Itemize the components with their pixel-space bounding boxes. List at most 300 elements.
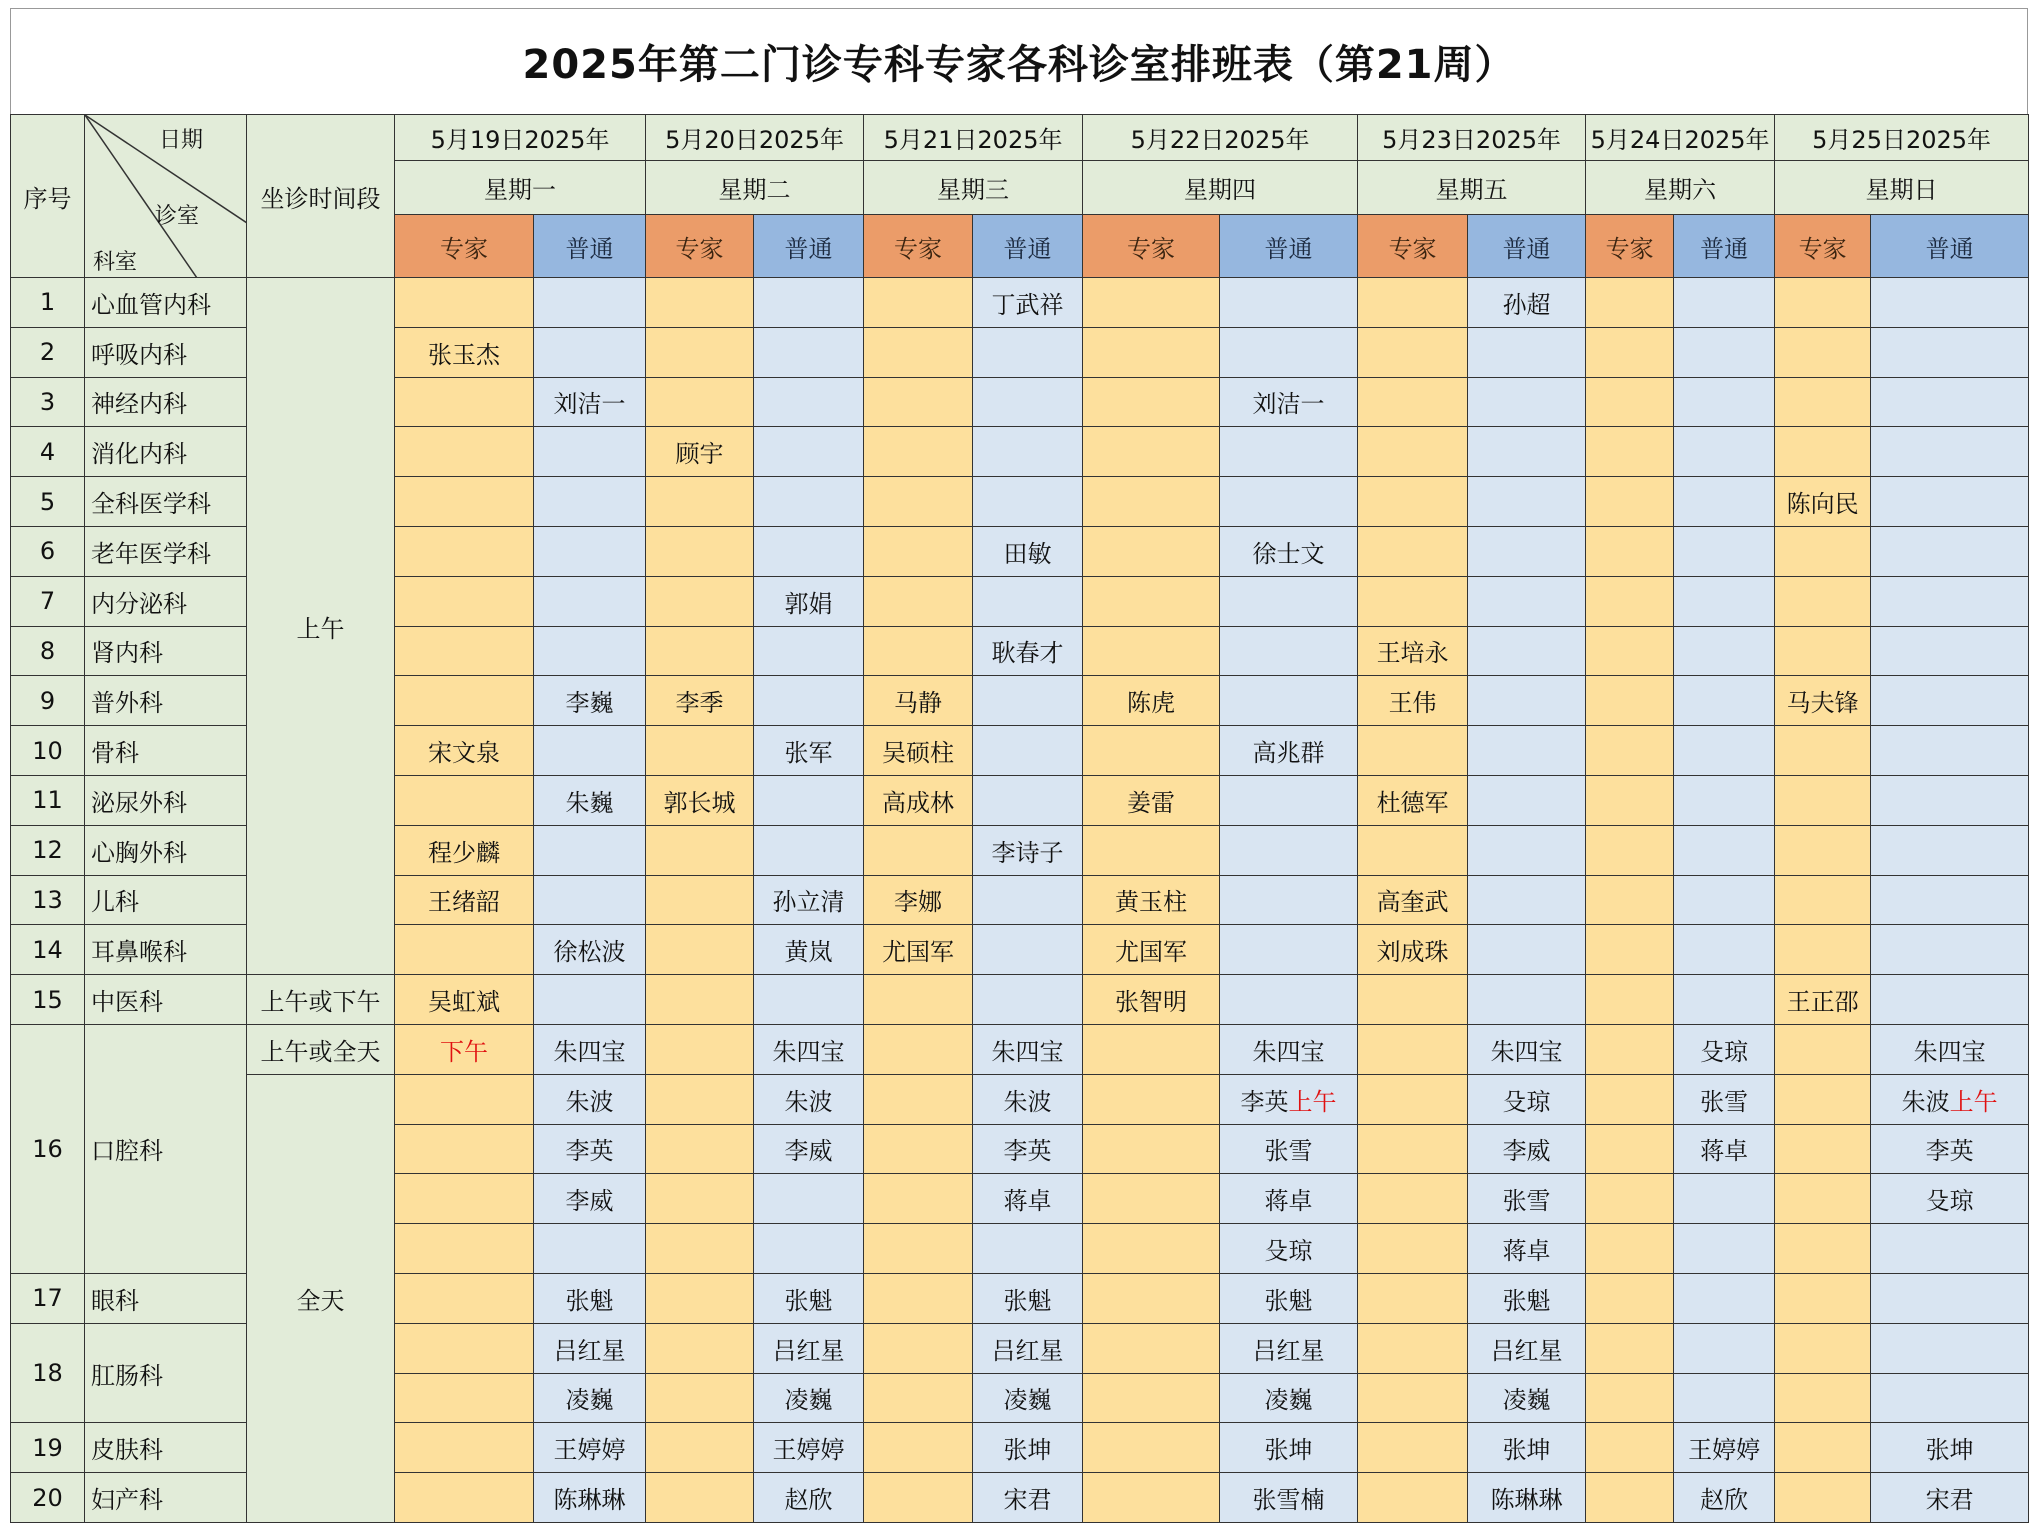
general-cell bbox=[973, 1373, 1083, 1423]
expert-cell bbox=[1775, 1074, 1871, 1124]
expert-cell bbox=[1775, 327, 1871, 377]
expert-cell bbox=[395, 975, 534, 1025]
expert-cell bbox=[864, 975, 973, 1025]
expert-cell bbox=[1586, 875, 1674, 925]
expert-cell bbox=[395, 726, 534, 776]
doctor-name: 陈向民 bbox=[1786, 490, 1859, 519]
doctor-name: 李英 bbox=[1003, 1137, 1052, 1166]
corner-date-label: 日期 bbox=[159, 128, 204, 153]
doctor-name: 赵欣 bbox=[784, 1486, 833, 1515]
header-expert: 专家 bbox=[864, 215, 973, 278]
general-cell bbox=[1468, 626, 1586, 676]
general-cell bbox=[1871, 1124, 2029, 1174]
general-cell bbox=[1674, 825, 1775, 875]
doctor-name: 朱四宝 bbox=[1913, 1037, 1986, 1066]
expert-cell bbox=[1083, 576, 1220, 626]
doctor-name: 高成林 bbox=[882, 788, 955, 817]
doctor-name: 朱四宝 bbox=[1490, 1037, 1563, 1066]
row-seq: 13 bbox=[11, 875, 85, 925]
general-cell bbox=[1220, 1373, 1358, 1423]
expert-cell bbox=[1358, 1423, 1468, 1473]
doctor-name: 丁武祥 bbox=[991, 290, 1064, 319]
table-row bbox=[11, 1074, 2029, 1124]
header-general: 普通 bbox=[973, 215, 1083, 278]
doctor-name: 朱四宝 bbox=[991, 1037, 1064, 1066]
general-cell bbox=[973, 1024, 1083, 1074]
general-cell bbox=[973, 1423, 1083, 1473]
general-cell bbox=[1468, 975, 1586, 1025]
expert-cell bbox=[1586, 1074, 1674, 1124]
doctor-name: 马静 bbox=[894, 689, 943, 718]
expert-cell bbox=[1083, 1373, 1220, 1423]
expert-cell bbox=[395, 1473, 534, 1523]
expert-cell bbox=[1586, 1224, 1674, 1274]
expert-cell bbox=[864, 278, 973, 328]
expert-cell bbox=[864, 1423, 973, 1473]
doctor-name: 蒋卓 bbox=[1700, 1137, 1749, 1166]
general-cell bbox=[1468, 825, 1586, 875]
row-seq: 6 bbox=[11, 526, 85, 576]
general-cell bbox=[1674, 1024, 1775, 1074]
expert-cell bbox=[1358, 676, 1468, 726]
general-cell bbox=[534, 825, 646, 875]
general-cell bbox=[1220, 775, 1358, 825]
doctor-name: 吕红星 bbox=[1490, 1336, 1563, 1365]
header-period: 坐诊时间段 bbox=[247, 115, 395, 278]
doctor-name: 尤国军 bbox=[1115, 938, 1188, 967]
doctor-name: 孙立清 bbox=[772, 888, 845, 917]
expert-cell bbox=[1775, 576, 1871, 626]
general-cell bbox=[1871, 1323, 2029, 1373]
general-cell bbox=[973, 676, 1083, 726]
general-cell bbox=[1674, 427, 1775, 477]
general-cell bbox=[1871, 626, 2029, 676]
expert-cell bbox=[395, 1224, 534, 1274]
page-title: 2025年第二门诊专科专家各科诊室排班表（第21周） bbox=[10, 8, 2028, 114]
general-cell bbox=[1468, 775, 1586, 825]
general-cell bbox=[1468, 477, 1586, 527]
general-cell bbox=[754, 825, 864, 875]
general-cell bbox=[534, 1273, 646, 1323]
expert-cell bbox=[1586, 1373, 1674, 1423]
general-cell bbox=[754, 278, 864, 328]
row-seq: 3 bbox=[11, 377, 85, 427]
expert-cell bbox=[646, 825, 754, 875]
general-cell bbox=[973, 526, 1083, 576]
expert-cell bbox=[1775, 526, 1871, 576]
row-dept: 口腔科 bbox=[85, 1024, 247, 1273]
row-seq: 5 bbox=[11, 477, 85, 527]
general-cell bbox=[1468, 1024, 1586, 1074]
general-cell bbox=[1674, 875, 1775, 925]
general-cell bbox=[973, 278, 1083, 328]
expert-cell bbox=[646, 975, 754, 1025]
general-cell bbox=[754, 477, 864, 527]
general-cell bbox=[1468, 875, 1586, 925]
general-cell bbox=[1871, 377, 2029, 427]
expert-cell bbox=[1586, 775, 1674, 825]
doctor-name: 张玉杰 bbox=[428, 340, 500, 369]
row-dept: 心胸外科 bbox=[85, 825, 247, 875]
general-cell bbox=[973, 825, 1083, 875]
general-cell bbox=[1871, 1373, 2029, 1423]
expert-cell bbox=[1586, 278, 1674, 328]
expert-cell bbox=[1083, 975, 1220, 1025]
header-expert: 专家 bbox=[1083, 215, 1220, 278]
general-cell bbox=[1468, 925, 1586, 975]
general-cell bbox=[534, 1074, 646, 1124]
expert-cell bbox=[1775, 1174, 1871, 1224]
header-weekday: 星期二 bbox=[646, 161, 864, 215]
expert-cell bbox=[1358, 377, 1468, 427]
expert-cell bbox=[646, 1124, 754, 1174]
time-note: 上午 bbox=[1949, 1087, 1998, 1116]
row-dept: 肾内科 bbox=[85, 626, 247, 676]
header-general: 普通 bbox=[534, 215, 646, 278]
doctor-name: 张魁 bbox=[784, 1286, 833, 1315]
expert-cell bbox=[864, 1323, 973, 1373]
doctor-name: 李威 bbox=[565, 1187, 614, 1216]
general-cell bbox=[754, 626, 864, 676]
doctor-name: 耿春才 bbox=[991, 639, 1064, 668]
row-dept: 皮肤科 bbox=[85, 1423, 247, 1473]
expert-cell bbox=[395, 477, 534, 527]
general-cell bbox=[754, 1373, 864, 1423]
general-cell bbox=[1871, 1473, 2029, 1523]
expert-cell bbox=[1775, 1124, 1871, 1174]
expert-cell bbox=[1586, 975, 1674, 1025]
expert-cell bbox=[864, 775, 973, 825]
expert-cell bbox=[864, 1473, 973, 1523]
expert-cell bbox=[395, 1024, 534, 1074]
doctor-name: 凌巍 bbox=[1003, 1386, 1052, 1415]
header-weekday: 星期日 bbox=[1775, 161, 2029, 215]
expert-cell bbox=[1358, 975, 1468, 1025]
doctor-name: 尤国军 bbox=[882, 938, 955, 967]
expert-cell bbox=[1775, 676, 1871, 726]
general-cell bbox=[534, 925, 646, 975]
doctor-name: 姜雷 bbox=[1127, 788, 1176, 817]
general-cell bbox=[1220, 427, 1358, 477]
doctor-name: 吕红星 bbox=[553, 1336, 626, 1365]
general-cell bbox=[534, 1024, 646, 1074]
expert-cell bbox=[395, 377, 534, 427]
expert-cell bbox=[646, 626, 754, 676]
general-cell bbox=[1674, 775, 1775, 825]
expert-cell bbox=[1083, 1224, 1220, 1274]
general-cell bbox=[973, 377, 1083, 427]
expert-cell bbox=[1586, 726, 1674, 776]
general-cell bbox=[1674, 975, 1775, 1025]
doctor-name: 张魁 bbox=[1264, 1286, 1313, 1315]
doctor-name: 黄玉柱 bbox=[1115, 888, 1188, 917]
corner-room-label: 诊室 bbox=[155, 204, 200, 229]
general-cell bbox=[534, 477, 646, 527]
doctor-name: 殳琼 bbox=[1700, 1037, 1749, 1066]
expert-cell bbox=[395, 1373, 534, 1423]
expert-cell bbox=[1358, 626, 1468, 676]
expert-cell bbox=[395, 1273, 534, 1323]
general-cell bbox=[1871, 726, 2029, 776]
expert-cell bbox=[1586, 1423, 1674, 1473]
general-cell bbox=[1468, 1323, 1586, 1373]
general-cell bbox=[1674, 676, 1775, 726]
general-cell bbox=[973, 875, 1083, 925]
general-cell bbox=[1674, 1074, 1775, 1124]
doctor-name: 张智明 bbox=[1115, 988, 1188, 1017]
row-seq: 18 bbox=[11, 1323, 85, 1423]
general-cell bbox=[973, 775, 1083, 825]
general-cell bbox=[1674, 1224, 1775, 1274]
row-seq: 9 bbox=[11, 676, 85, 726]
doctor-name: 吕红星 bbox=[1252, 1336, 1325, 1365]
general-cell bbox=[1674, 1124, 1775, 1174]
header-general: 普通 bbox=[1871, 215, 2029, 278]
expert-cell bbox=[864, 1174, 973, 1224]
general-cell bbox=[1468, 1074, 1586, 1124]
header-date: 5月23日2025年 bbox=[1358, 115, 1586, 161]
table-row bbox=[11, 975, 2029, 1025]
doctor-name: 张魁 bbox=[565, 1286, 614, 1315]
expert-cell bbox=[1358, 775, 1468, 825]
general-cell bbox=[1871, 1423, 2029, 1473]
header-seq: 序号 bbox=[11, 115, 85, 278]
doctor-name: 朱波 bbox=[784, 1087, 833, 1116]
doctor-name: 张坤 bbox=[1925, 1436, 1974, 1465]
row-seq: 2 bbox=[11, 327, 85, 377]
header-corner bbox=[85, 115, 247, 278]
general-cell bbox=[754, 377, 864, 427]
row-seq: 11 bbox=[11, 775, 85, 825]
table-row bbox=[11, 278, 2029, 328]
general-cell bbox=[1220, 377, 1358, 427]
expert-cell bbox=[1586, 377, 1674, 427]
doctor-name: 朱四宝 bbox=[1252, 1037, 1325, 1066]
expert-cell bbox=[646, 1373, 754, 1423]
expert-cell bbox=[1586, 1174, 1674, 1224]
expert-cell bbox=[1358, 1273, 1468, 1323]
expert-cell bbox=[1358, 1473, 1468, 1523]
doctor-name: 殳琼 bbox=[1502, 1087, 1551, 1116]
general-cell bbox=[754, 427, 864, 477]
general-cell bbox=[1220, 1323, 1358, 1373]
general-cell bbox=[1674, 477, 1775, 527]
expert-cell bbox=[395, 1323, 534, 1373]
general-cell bbox=[754, 1473, 864, 1523]
doctor-name: 高兆群 bbox=[1252, 739, 1325, 768]
doctor-name: 张坤 bbox=[1502, 1436, 1551, 1465]
general-cell bbox=[1220, 975, 1358, 1025]
expert-cell bbox=[646, 1074, 754, 1124]
row-period: 上午 bbox=[247, 278, 395, 975]
expert-cell bbox=[646, 1224, 754, 1274]
general-cell bbox=[754, 1224, 864, 1274]
row-dept: 耳鼻喉科 bbox=[85, 925, 247, 975]
general-cell bbox=[534, 875, 646, 925]
expert-cell bbox=[395, 327, 534, 377]
header-weekday: 星期四 bbox=[1083, 161, 1358, 215]
expert-cell bbox=[646, 726, 754, 776]
general-cell bbox=[1674, 1174, 1775, 1224]
expert-cell bbox=[1358, 1024, 1468, 1074]
expert-cell bbox=[864, 1373, 973, 1423]
general-cell bbox=[754, 925, 864, 975]
general-cell bbox=[1220, 278, 1358, 328]
expert-cell bbox=[646, 377, 754, 427]
general-cell bbox=[534, 377, 646, 427]
doctor-name: 王培永 bbox=[1376, 639, 1449, 668]
header-date: 5月24日2025年 bbox=[1586, 115, 1775, 161]
expert-cell bbox=[1083, 427, 1220, 477]
general-cell bbox=[754, 875, 864, 925]
doctor-name: 蒋卓 bbox=[1264, 1187, 1313, 1216]
row-seq: 20 bbox=[11, 1473, 85, 1523]
expert-cell bbox=[1586, 427, 1674, 477]
expert-cell bbox=[395, 1174, 534, 1224]
general-cell bbox=[1468, 1423, 1586, 1473]
general-cell bbox=[1468, 427, 1586, 477]
doctor-name: 李巍 bbox=[565, 689, 614, 718]
expert-cell bbox=[864, 1273, 973, 1323]
doctor-name: 宋君 bbox=[1003, 1486, 1052, 1515]
expert-cell bbox=[864, 327, 973, 377]
expert-cell bbox=[1775, 1473, 1871, 1523]
general-cell bbox=[754, 1273, 864, 1323]
general-cell bbox=[1871, 875, 2029, 925]
doctor-name: 蒋卓 bbox=[1502, 1237, 1551, 1266]
general-cell bbox=[534, 327, 646, 377]
expert-cell bbox=[646, 676, 754, 726]
doctor-name: 王正邵 bbox=[1786, 988, 1859, 1017]
expert-cell bbox=[1083, 825, 1220, 875]
row-seq: 19 bbox=[11, 1423, 85, 1473]
doctor-name: 吴虹斌 bbox=[428, 988, 500, 1017]
general-cell bbox=[1468, 1373, 1586, 1423]
row-dept: 消化内科 bbox=[85, 427, 247, 477]
general-cell bbox=[1674, 925, 1775, 975]
general-cell bbox=[1871, 1224, 2029, 1274]
expert-cell bbox=[864, 626, 973, 676]
doctor-name: 张雪 bbox=[1502, 1187, 1551, 1216]
doctor-name: 李季 bbox=[675, 689, 724, 718]
general-cell bbox=[1220, 477, 1358, 527]
expert-cell bbox=[395, 427, 534, 477]
general-cell bbox=[1220, 626, 1358, 676]
expert-cell bbox=[1775, 726, 1871, 776]
row-dept: 骨科 bbox=[85, 726, 247, 776]
general-cell bbox=[973, 1473, 1083, 1523]
doctor-name: 王婷婷 bbox=[1688, 1436, 1761, 1465]
doctor-name: 马夫锋 bbox=[1786, 689, 1859, 718]
doctor-name: 王绪韶 bbox=[428, 888, 500, 917]
row-dept: 眼科 bbox=[85, 1273, 247, 1323]
row-seq: 15 bbox=[11, 975, 85, 1025]
general-cell bbox=[1674, 1423, 1775, 1473]
general-cell bbox=[1468, 1224, 1586, 1274]
expert-cell bbox=[1083, 875, 1220, 925]
expert-cell bbox=[1358, 278, 1468, 328]
row-seq: 16 bbox=[11, 1024, 85, 1273]
expert-cell bbox=[1586, 477, 1674, 527]
expert-cell bbox=[1083, 1174, 1220, 1224]
general-cell bbox=[1871, 278, 2029, 328]
row-dept: 神经内科 bbox=[85, 377, 247, 427]
general-cell bbox=[754, 726, 864, 776]
header-date: 5月25日2025年 bbox=[1775, 115, 2029, 161]
general-cell bbox=[1220, 1423, 1358, 1473]
expert-cell bbox=[1586, 676, 1674, 726]
doctor-name: 高奎武 bbox=[1376, 888, 1449, 917]
doctor-name: 李诗子 bbox=[991, 838, 1064, 867]
schedule-sheet bbox=[10, 8, 2028, 1523]
expert-cell bbox=[1083, 1323, 1220, 1373]
expert-cell bbox=[864, 1074, 973, 1124]
expert-cell bbox=[1775, 1373, 1871, 1423]
general-cell bbox=[1220, 1074, 1358, 1124]
row-seq: 17 bbox=[11, 1273, 85, 1323]
expert-cell bbox=[1083, 1473, 1220, 1523]
expert-cell bbox=[1083, 726, 1220, 776]
general-cell bbox=[1871, 925, 2029, 975]
general-cell bbox=[1468, 526, 1586, 576]
general-cell bbox=[754, 576, 864, 626]
expert-cell bbox=[1083, 526, 1220, 576]
expert-cell bbox=[1083, 1423, 1220, 1473]
general-cell bbox=[1674, 1273, 1775, 1323]
doctor-name: 张魁 bbox=[1502, 1286, 1551, 1315]
expert-cell bbox=[646, 576, 754, 626]
expert-cell bbox=[646, 1323, 754, 1373]
expert-cell bbox=[1358, 327, 1468, 377]
header-general: 普通 bbox=[754, 215, 864, 278]
doctor-name: 吕红星 bbox=[772, 1336, 845, 1365]
row-period: 上午或下午 bbox=[247, 975, 395, 1025]
doctor-name: 李威 bbox=[784, 1137, 833, 1166]
expert-cell bbox=[646, 775, 754, 825]
doctor-name: 张雪 bbox=[1700, 1087, 1749, 1116]
expert-cell bbox=[1775, 875, 1871, 925]
expert-cell bbox=[1775, 377, 1871, 427]
general-cell bbox=[1674, 626, 1775, 676]
table-row bbox=[11, 1024, 2029, 1074]
doctor-name: 郭娟 bbox=[784, 589, 833, 618]
header-general: 普通 bbox=[1674, 215, 1775, 278]
expert-cell bbox=[1358, 1124, 1468, 1174]
expert-cell bbox=[1358, 726, 1468, 776]
row-dept: 全科医学科 bbox=[85, 477, 247, 527]
expert-cell bbox=[1586, 1473, 1674, 1523]
expert-cell bbox=[395, 775, 534, 825]
general-cell bbox=[754, 1024, 864, 1074]
doctor-name: 吕红星 bbox=[991, 1336, 1064, 1365]
row-seq: 4 bbox=[11, 427, 85, 477]
expert-cell bbox=[1083, 775, 1220, 825]
general-cell bbox=[1674, 327, 1775, 377]
doctor-name: 黄岚 bbox=[784, 938, 833, 967]
row-period: 全天 bbox=[247, 1074, 395, 1522]
expert-cell bbox=[1358, 576, 1468, 626]
doctor-name: 郭长城 bbox=[663, 788, 736, 817]
row-dept: 呼吸内科 bbox=[85, 327, 247, 377]
expert-cell bbox=[864, 825, 973, 875]
general-cell bbox=[1871, 576, 2029, 626]
general-cell bbox=[973, 626, 1083, 676]
general-cell bbox=[1468, 1273, 1586, 1323]
general-cell bbox=[754, 1323, 864, 1373]
expert-cell bbox=[646, 327, 754, 377]
expert-cell bbox=[1358, 526, 1468, 576]
row-dept: 中医科 bbox=[85, 975, 247, 1025]
